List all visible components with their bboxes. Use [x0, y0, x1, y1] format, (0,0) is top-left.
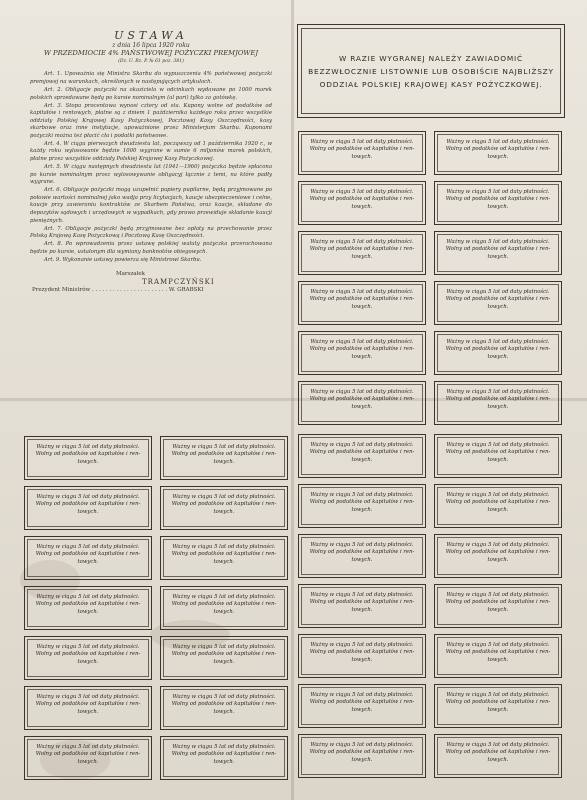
coupon-text: towych. [487, 353, 509, 360]
coupon [298, 584, 426, 628]
coupon [298, 534, 426, 578]
coupon-text: towych. [213, 508, 235, 515]
coupon-text: Ważny w ciągu 5 lat od daty płatności. [36, 694, 140, 700]
coupon-text: Wolny od podatków od kapitałów i ren- [309, 246, 415, 253]
coupon-text: Wolny od podatków od kapitałów i ren- [35, 751, 141, 758]
signature-minister: Prezydent Ministrów . . . . . . . . . . . . . . . . . . . . . . W. GRABSKI [32, 287, 204, 294]
coupon-text: Wolny od podatków od kapitałów i ren- [309, 396, 415, 403]
signature-block [30, 270, 272, 294]
coupon [24, 636, 152, 680]
signature-name: TRAMPCZYŃSKI [142, 278, 215, 287]
coupon-text: Ważny w ciągu 5 lat od daty płatności. [446, 742, 550, 748]
coupon [160, 736, 288, 780]
coupon [434, 331, 562, 375]
coupon-text: Ważny w ciągu 5 lat od daty płatności. [310, 742, 414, 748]
coupon-text: Wolny od podatków od kapitałów i ren- [445, 246, 551, 253]
coupon-text: towych. [487, 456, 509, 463]
coupon [298, 281, 426, 325]
coupon-text: Wolny od podatków od kapitałów i ren- [309, 549, 415, 556]
coupon-text: towych. [77, 558, 99, 565]
coupon-text: Wolny od podatków od kapitałów i ren- [445, 296, 551, 303]
coupon-text: Wolny od podatków od kapitałów i ren- [445, 649, 551, 656]
coupon-text: towych. [351, 203, 373, 210]
coupon-text: Ważny w ciągu 5 lat od daty płatności. [446, 289, 550, 295]
law-article: Art. 1. Upoważnia się Ministra Skarbu do wypuszczenia 4% państwowej pożyczki premjowej na warunkach, określonych w następujących artykułach. [30, 71, 272, 85]
coupon-text: Ważny w ciągu 5 lat od daty płatności. [446, 492, 550, 498]
coupon-text: Wolny od podatków od kapitałów i ren- [309, 749, 415, 756]
coupon-text: towych. [487, 403, 509, 410]
coupon-text: towych. [351, 153, 373, 160]
winning-notice-box [297, 24, 565, 118]
coupon [298, 181, 426, 225]
coupon-text: Ważny w ciągu 5 lat od daty płatności. [446, 542, 550, 548]
coupon-text: Ważny w ciągu 5 lat od daty płatności. [172, 694, 276, 700]
law-article: Art. 5. W ciągu następnych dwudziestu lat (1941—1960) pożyczka będzie spłacona po kursie nominalnym przez wylosowywanie obligacyj łącznie z temi, na które padły wygrane. [30, 164, 272, 186]
coupon-text: Ważny w ciągu 5 lat od daty płatności. [446, 592, 550, 598]
coupon-text: towych. [77, 508, 99, 515]
coupon-text: Wolny od podatków od kapitałów i ren- [445, 749, 551, 756]
coupon [434, 381, 562, 425]
coupon-text: towych. [351, 656, 373, 663]
coupon-text: Ważny w ciągu 5 lat od daty płatności. [36, 644, 140, 650]
coupon-text: Ważny w ciągu 5 lat od daty płatności. [310, 289, 414, 295]
coupon-text: Ważny w ciągu 5 lat od daty płatności. [172, 594, 276, 600]
coupon [434, 584, 562, 628]
coupon-text: towych. [351, 706, 373, 713]
law-article: Art. 8. Po wprowadzeniu przez ustawę polskiej waluty pożyczka przerachowana będzie po kursie, ustalonym dla wymiany banknotów obiegowych. [30, 241, 272, 255]
coupon-text: Ważny w ciągu 5 lat od daty płatności. [172, 644, 276, 650]
coupon-text: towych. [351, 556, 373, 563]
coupon-text: Ważny w ciągu 5 lat od daty płatności. [446, 389, 550, 395]
coupon-text: towych. [351, 756, 373, 763]
coupon-text: towych. [77, 458, 99, 465]
coupon-text: towych. [213, 758, 235, 765]
law-title: USTAWA [114, 29, 188, 42]
coupon-text: towych. [351, 303, 373, 310]
coupon-text: Wolny od podatków od kapitałów i ren- [445, 499, 551, 506]
law-date: z dnia 16 lipca 1920 roku [112, 41, 190, 49]
coupon-text: Wolny od podatków od kapitałów i ren- [35, 651, 141, 658]
law-article: Art. 4. W ciągu pierwszych dwudziestu lat, począwszy od 1 października 1920 r., w każdy roku wylosowanie będzie 1000 wygrane w sumie 6 miljonów marek polskich, płatne przez wszystkie oddziały Polskiej Krajowej Kasy Pożyczkowej. [30, 140, 272, 163]
coupon [298, 484, 426, 528]
law-article: Art. 3. Stopa procentowa wynosi cztery od sta. Kupony wolne od podatków od kapitałów i rentowych, płatne są z dniem 1 października każdego roku przez wszystkie oddziały Polskiej Krajowej Kasy Pożyczkowej, Pocztowej Kasy Oszczędności, kasy skarbowe oraz inne instytucje, upoważnione przez Ministerjum Skarbu. Kuponami pożyczki można też płacić cła i podatki państwowe. [30, 102, 272, 139]
coupon [434, 231, 562, 275]
coupon [160, 686, 288, 730]
coupon-text: towych. [487, 203, 509, 210]
coupon-text: towych. [77, 608, 99, 615]
coupon-text: Ważny w ciągu 5 lat od daty płatności. [310, 389, 414, 395]
coupon-text: towych. [351, 253, 373, 260]
law-article: Art. 9. Wykonanie ustawy powierza się Ministrowi Skarbu. [44, 256, 202, 263]
coupon-text: towych. [77, 758, 99, 765]
coupon-text: Ważny w ciągu 5 lat od daty płatności. [172, 494, 276, 500]
coupon-text: Wolny od podatków od kapitałów i ren- [445, 699, 551, 706]
coupon [298, 434, 426, 478]
coupon [24, 686, 152, 730]
coupon-text: towych. [487, 656, 509, 663]
coupon [434, 181, 562, 225]
coupon-text: towych. [213, 708, 235, 715]
coupon-text: towych. [213, 608, 235, 615]
coupon-text: Ważny w ciągu 5 lat od daty płatności. [446, 442, 550, 448]
coupon [434, 684, 562, 728]
coupon-text: towych. [487, 556, 509, 563]
coupon-text: towych. [213, 558, 235, 565]
coupon [160, 486, 288, 530]
coupon-text: Ważny w ciągu 5 lat od daty płatności. [36, 494, 140, 500]
coupon-text: Ważny w ciągu 5 lat od daty płatności. [36, 544, 140, 550]
coupon [160, 536, 288, 580]
coupon-text: Wolny od podatków od kapitałów i ren- [309, 196, 415, 203]
coupon [298, 381, 426, 425]
coupon-text: Ważny w ciągu 5 lat od daty płatności. [446, 239, 550, 245]
coupon [298, 131, 426, 175]
coupon-text: Ważny w ciągu 5 lat od daty płatności. [310, 239, 414, 245]
coupon-text: Ważny w ciągu 5 lat od daty płatności. [36, 444, 140, 450]
coupon-text: Ważny w ciągu 5 lat od daty płatności. [446, 339, 550, 345]
coupon-text: towych. [77, 658, 99, 665]
coupon-text: Ważny w ciągu 5 lat od daty płatności. [36, 744, 140, 750]
coupon [434, 534, 562, 578]
coupon-text: towych. [77, 708, 99, 715]
law-article: Art. 6. Obligacje pożyczki mogą uzupełnić papiery pupilarne, będą przyjmowane po połowie wartości nominalnej jako wadja przy licytacjach, kaucje ubezpieczeniowe i celne, kaucje przy zawieraniu kontraktów ze Skarbem Państwa, oraz kaucje, składane do depozytów sądowych i urzędowych w wypadkach, gdy prawo przewiduje składanie kaucji pieniężnych. [30, 187, 272, 224]
notice-text: W RAZIE WYGRANEJ NALEŻY ZAWIADOMIĆ BEZZWŁOCZNIE LISTOWNIE LUB OSOBIŚCIE NAJBLIŻSZY ODDZIAŁ POLSKIEJ KRAJOWEJ KASY POŻYCZKOWEJ. [308, 53, 554, 89]
coupon-text: Ważny w ciągu 5 lat od daty płatności. [310, 542, 414, 548]
coupon-text: Wolny od podatków od kapitałów i ren- [35, 701, 141, 708]
coupon-text: Wolny od podatków od kapitałów i ren- [171, 601, 277, 608]
coupon-text: Ważny w ciągu 5 lat od daty płatności. [172, 444, 276, 450]
law-text-panel [20, 26, 282, 396]
coupon [298, 231, 426, 275]
coupon-text: towych. [213, 458, 235, 465]
coupon [298, 684, 426, 728]
coupon-text: Wolny od podatków od kapitałów i ren- [445, 599, 551, 606]
coupon [434, 281, 562, 325]
coupon-text: Wolny od podatków od kapitałów i ren- [445, 146, 551, 153]
coupon [24, 436, 152, 480]
coupon [24, 736, 152, 780]
coupon [298, 634, 426, 678]
coupon [24, 536, 152, 580]
coupon-text: towych. [487, 506, 509, 513]
coupon-text: Wolny od podatków od kapitałów i ren- [445, 196, 551, 203]
coupon-text: towych. [351, 506, 373, 513]
coupon-text: Wolny od podatków od kapitałów i ren- [171, 751, 277, 758]
coupon-text: Ważny w ciągu 5 lat od daty płatności. [446, 692, 550, 698]
coupon-text: towych. [213, 658, 235, 665]
coupon-text: towych. [487, 303, 509, 310]
coupon-text: towych. [487, 706, 509, 713]
coupon-text: Wolny od podatków od kapitałów i ren- [309, 499, 415, 506]
coupon [160, 436, 288, 480]
coupon [160, 636, 288, 680]
coupon-text: Wolny od podatków od kapitałów i ren- [309, 449, 415, 456]
coupon-text: Wolny od podatków od kapitałów i ren- [445, 346, 551, 353]
coupon [434, 484, 562, 528]
coupon [434, 434, 562, 478]
coupon-text: Wolny od podatków od kapitałów i ren- [309, 649, 415, 656]
coupon-text: Ważny w ciągu 5 lat od daty płatności. [172, 544, 276, 550]
coupon-text: Ważny w ciągu 5 lat od daty płatności. [310, 189, 414, 195]
law-article: Art. 7. Obligacje pożyczki będą przyjmowane bez opłaty na przechowanie przez Polską Krajową Kasę Pożyczkową i Pocztową Kasę Oszczędności. [30, 225, 272, 240]
coupon-text: Ważny w ciągu 5 lat od daty płatności. [172, 744, 276, 750]
coupon [298, 734, 426, 778]
coupon-text: towych. [351, 606, 373, 613]
coupon-text: Wolny od podatków od kapitałów i ren- [35, 551, 141, 558]
coupon-text: Ważny w ciągu 5 lat od daty płatności. [310, 339, 414, 345]
coupon-text: Wolny od podatków od kapitałów i ren- [445, 549, 551, 556]
coupon [24, 486, 152, 530]
coupon-text: Wolny od podatków od kapitałów i ren- [35, 601, 141, 608]
coupon-text: towych. [487, 756, 509, 763]
coupon-text: Wolny od podatków od kapitałów i ren- [35, 451, 141, 458]
coupon-text: Ważny w ciągu 5 lat od daty płatności. [310, 692, 414, 698]
coupon-text: Wolny od podatków od kapitałów i ren- [171, 651, 277, 658]
coupon-text: towych. [487, 253, 509, 260]
coupon-text: Ważny w ciągu 5 lat od daty płatności. [310, 592, 414, 598]
coupon-text: Wolny od podatków od kapitałów i ren- [309, 296, 415, 303]
law-subtitle: W PRZEDMIOCIE 4% PAŃSTWOWEJ POŻYCZKI PREMJOWEJ [43, 49, 259, 58]
coupon-text: Ważny w ciągu 5 lat od daty płatności. [446, 642, 550, 648]
coupon-text: Wolny od podatków od kapitałów i ren- [309, 699, 415, 706]
coupon [24, 586, 152, 630]
coupon-text: towych. [487, 153, 509, 160]
coupon [160, 586, 288, 630]
coupon-text: towych. [351, 456, 373, 463]
coupon-text: towych. [487, 606, 509, 613]
coupon-text: Wolny od podatków od kapitałów i ren- [445, 396, 551, 403]
coupon-text: Wolny od podatków od kapitałów i ren- [171, 701, 277, 708]
coupon-text: Ważny w ciągu 5 lat od daty płatności. [446, 189, 550, 195]
coupon-text: Wolny od podatków od kapitałów i ren- [35, 501, 141, 508]
coupon-text: Ważny w ciągu 5 lat od daty płatności. [446, 139, 550, 145]
coupon-text: Ważny w ciągu 5 lat od daty płatności. [310, 642, 414, 648]
coupon [434, 734, 562, 778]
law-article: Art. 2. Obligacje pożyczki na okaziciela w odcinkach wydawane po 1000 marek polskich sprzedawane będą po kursie nominalnym (al pari) tylko za gotówkę. [30, 86, 272, 101]
coupon-text: Wolny od podatków od kapitałów i ren- [171, 501, 277, 508]
coupon [434, 131, 562, 175]
coupon-text: Wolny od podatków od kapitałów i ren- [171, 551, 277, 558]
law-source: (Dz. U. Rz. P. № 61 poz. 381) [118, 58, 184, 64]
coupon-text: Ważny w ciągu 5 lat od daty płatności. [310, 492, 414, 498]
coupon-text: Ważny w ciągu 5 lat od daty płatności. [310, 442, 414, 448]
coupon-text: Wolny od podatków od kapitałów i ren- [445, 449, 551, 456]
coupon [298, 331, 426, 375]
coupon-text: Wolny od podatków od kapitałów i ren- [171, 451, 277, 458]
coupon-text: towych. [351, 353, 373, 360]
coupon-text: Wolny od podatków od kapitałów i ren- [309, 146, 415, 153]
coupon-text: Wolny od podatków od kapitałów i ren- [309, 599, 415, 606]
coupon-text: Wolny od podatków od kapitałów i ren- [309, 346, 415, 353]
coupon [434, 634, 562, 678]
coupon-text: towych. [351, 403, 373, 410]
coupon-text: Ważny w ciągu 5 lat od daty płatności. [36, 594, 140, 600]
signature-title: Marszałek [116, 271, 145, 278]
coupon-text: Ważny w ciągu 5 lat od daty płatności. [310, 139, 414, 145]
